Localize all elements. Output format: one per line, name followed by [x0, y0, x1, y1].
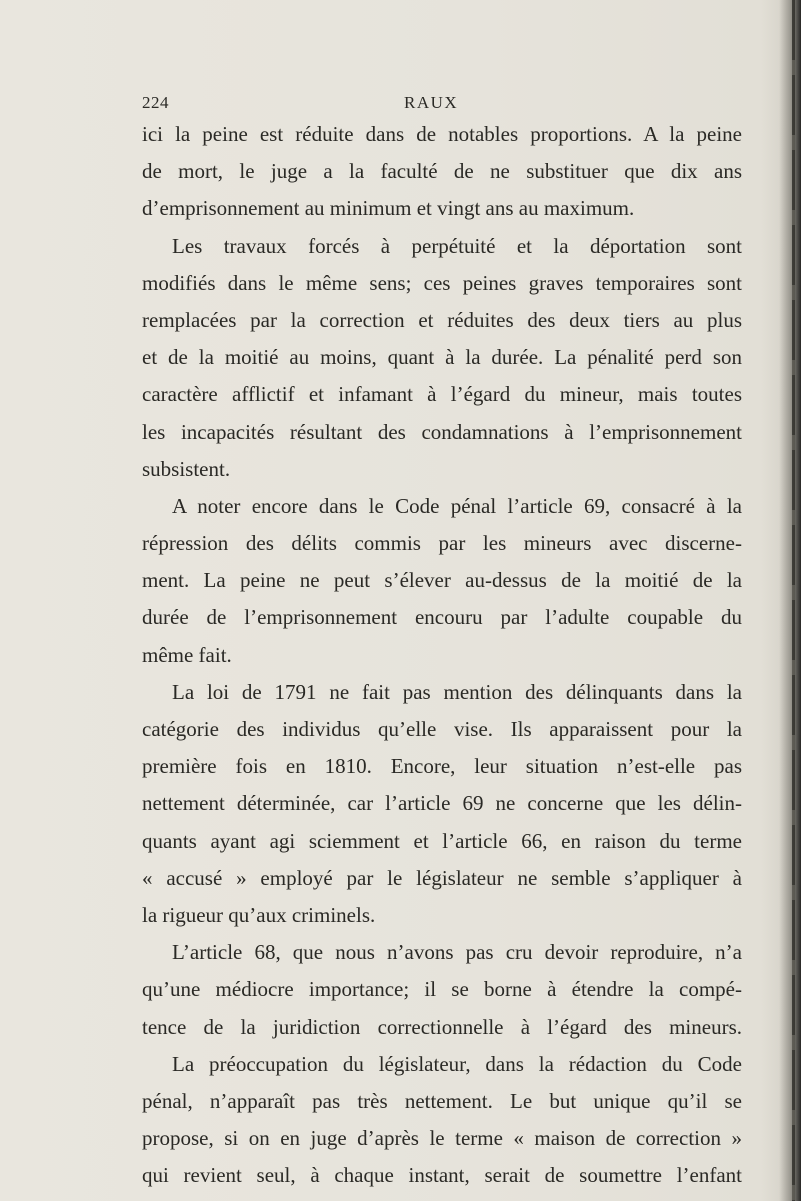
text-line: A noter encore dans le Code pénal l’article 69, consacré à la — [172, 493, 742, 518]
text-line: nettement déterminée, car l’article 69 ne concerne que les délin- — [142, 791, 742, 816]
text-line: modifiés dans le même sens; ces peines graves temporaires sont — [142, 270, 742, 295]
text-line: de mort, le juge a la faculté de ne substituer que dix ans — [142, 159, 742, 184]
text-line: caractère afflictif et infamant à l’égard du mineur, mais toutes — [142, 382, 742, 407]
running-header — [142, 93, 740, 117]
text-line: répression des délits commis par les mineurs avec discerne- — [142, 531, 742, 556]
text-line: subsistent. — [142, 456, 231, 481]
text-line: ici la peine est réduite dans de notables proportions. A la peine — [142, 122, 742, 146]
text-line: tence de la juridiction correctionnelle à l’égard des mineurs. — [142, 1014, 742, 1039]
text-line: qu’une médiocre importance; il se borne à étendre la compé- — [142, 977, 742, 1002]
text-line: la rigueur qu’aux criminels. — [142, 902, 376, 927]
text-line: catégorie des individus qu’elle vise. Ils apparaissent pour la — [142, 717, 742, 741]
text-line: remplacées par la correction et réduites des deux tiers au plus — [142, 307, 742, 332]
text-line: L’article 68, que nous n’avons pas cru devoir reproduire, n’a — [172, 940, 742, 965]
text-line: qui revient seul, à chaque instant, serait de soumettre l’enfant — [142, 1163, 742, 1188]
binding-edge — [792, 0, 795, 1201]
text-line: quants ayant agi sciemment et l’article 66, en raison du terme — [142, 828, 742, 853]
text-line: première fois en 1810. Encore, leur situation n’est-elle pas — [142, 754, 742, 779]
page-number: 224 — [142, 93, 169, 112]
text-line: durée de l’emprisonnement encouru par l’adulte coupable du — [142, 605, 742, 630]
text-line: ment. La peine ne peut s’élever au-dessus de la moitié de la — [142, 568, 742, 593]
text-line: d’emprisonnement au minimum et vingt ans au maximum. — [142, 196, 635, 221]
text-line: « accusé » employé par le législateur ne semble s’appliquer à — [142, 865, 742, 890]
text-line: pénal, n’apparaît pas très nettement. Le but unique qu’il se — [142, 1088, 742, 1113]
body-text — [142, 116, 742, 1194]
text-line: les incapacités résultant des condamnations à l’emprisonnement — [142, 419, 742, 444]
text-line: Les travaux forcés à perpétuité et la déportation sont — [172, 233, 742, 258]
text-line: La loi de 1791 ne fait pas mention des délinquants dans la — [172, 679, 742, 704]
running-title: RAUX — [404, 93, 459, 112]
text-line: et de la moitié au moins, quant à la durée. La pénalité perd son — [142, 345, 742, 370]
page-edge-shadow — [779, 0, 801, 1201]
text-line: même fait. — [142, 642, 232, 667]
text-line: propose, si on en juge d’après le terme « maison de correction » — [142, 1126, 742, 1151]
text-line: La préoccupation du législateur, dans la rédaction du Code — [172, 1051, 742, 1076]
